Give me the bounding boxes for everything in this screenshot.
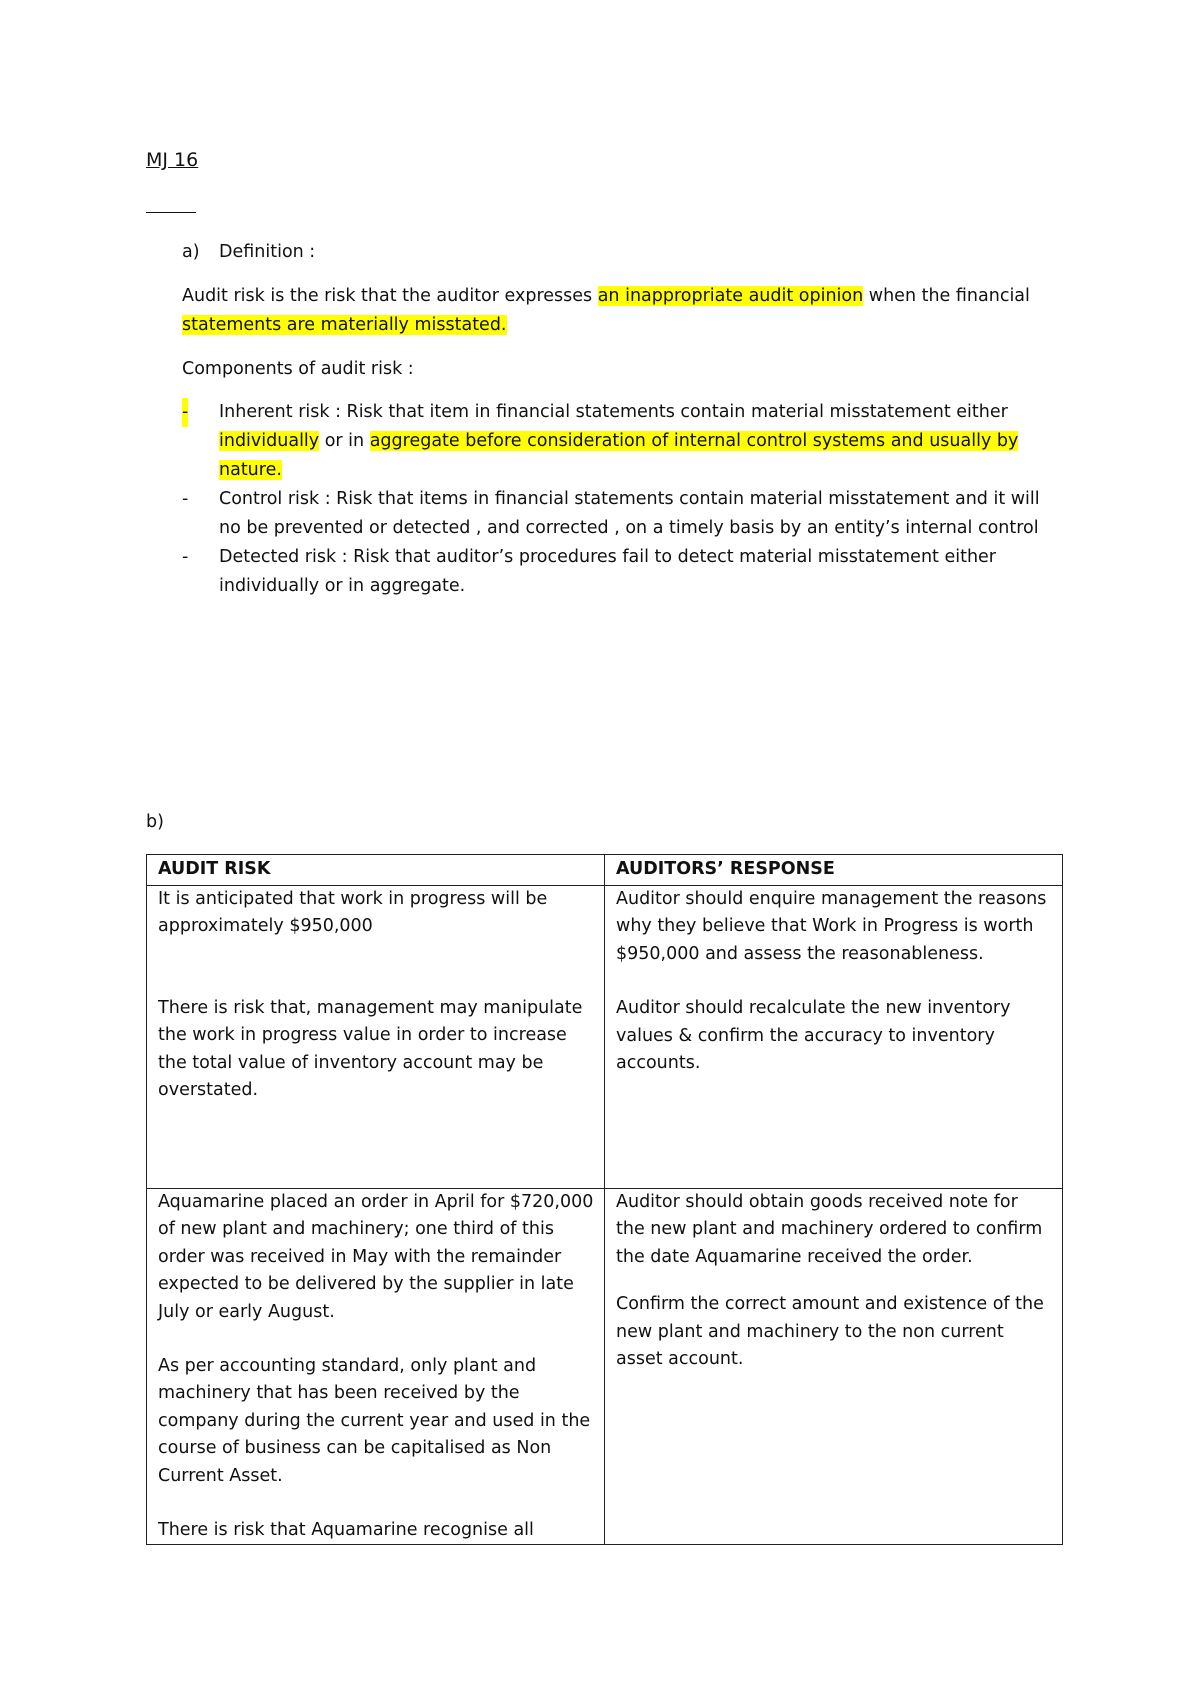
header-audit-risk: AUDIT RISK [147,855,605,886]
section-b-marker: b) [146,812,164,832]
definition-text-2: when the financial [863,286,1030,306]
cell-paragraph: It is anticipated that work in progress will be approximately $950,000 [158,889,548,937]
list-item-detected-risk [182,543,1062,601]
section-a [182,238,1062,601]
inherent-text-2: or in [319,431,370,451]
response-cell [605,886,1063,1189]
cell-paragraph: Auditor should obtain goods received note for the new plant and machinery ordered to confirm the date Aquamarine received the order. [616,1192,1043,1267]
inherent-text-1: Inherent risk : Risk that item in financial statements contain material misstatement either [219,402,1008,422]
section-a-marker: a) [182,242,200,262]
list-item-inherent-risk [182,398,1062,485]
definition-text-1: Audit risk is the risk that the auditor expresses [182,286,598,306]
table-row [147,886,1063,1189]
cell-paragraph: Auditor should recalculate the new inventory values & confirm the accuracy to inventory accounts. [616,998,1011,1074]
inherent-highlight-1: individually [219,431,320,451]
bullet-dash: - [182,489,189,509]
definition-paragraph [182,282,1062,340]
document-title: MJ 16 [146,149,199,171]
header-auditors-response: AUDITORS’ RESPONSE [605,855,1063,886]
components-heading: Components of audit risk : [182,359,414,379]
bullet-dash: - [182,547,189,567]
inherent-highlight-2: aggregate before consideration of internal control systems and usually by nature. [219,431,1019,480]
cell-paragraph: Aquamarine placed an order in April for $720,000 of new plant and machinery; one third of this order was received in May with the remainder expected to be delivered by the supplier in late July or early August. [158,1192,594,1322]
cell-paragraph: Auditor should enquire management the reasons why they believe that Work in Progress is worth $950,000 and assess the reasonableness. [616,889,1047,964]
definition-heading-row [182,238,1062,267]
cell-paragraph: Confirm the correct amount and existence of the new plant and machinery to the non current asset account. [616,1294,1044,1370]
cell-paragraph: There is risk that, management may manipulate the work in progress value in order to increase the total value of inventory account may be overstated. [158,997,583,1101]
table-header-row [147,855,1063,886]
table-row [147,1189,1063,1545]
definition-highlight-2: statements are materially misstated. [182,315,507,335]
short-rule [146,212,196,213]
list-item-control-risk [182,485,1062,543]
cell-paragraph: There is risk that Aquamarine recognise all [158,1520,534,1541]
definition-heading: Definition : [219,242,316,262]
bullet-dash: - [182,398,188,427]
response-cell [605,1189,1063,1545]
risk-cell [147,1189,605,1545]
control-risk-text: Control risk : Risk that items in financial statements contain material misstatement and it will no be prevented or detected , and corrected , on a timely basis by an entity’s internal control [219,489,1040,538]
audit-risk-table [146,854,1063,1545]
risk-components-list [182,398,1062,601]
cell-paragraph: As per accounting standard, only plant and machinery that has been received by the company during the current year and used in the course of business can be capitalised as Non Current Asset. [158,1356,591,1486]
detected-risk-text: Detected risk : Risk that auditor’s procedures fail to detect material misstatement either individually or in aggregate. [219,547,997,596]
definition-highlight-1: an inappropriate audit opinion [597,286,864,306]
risk-cell [147,886,605,1189]
